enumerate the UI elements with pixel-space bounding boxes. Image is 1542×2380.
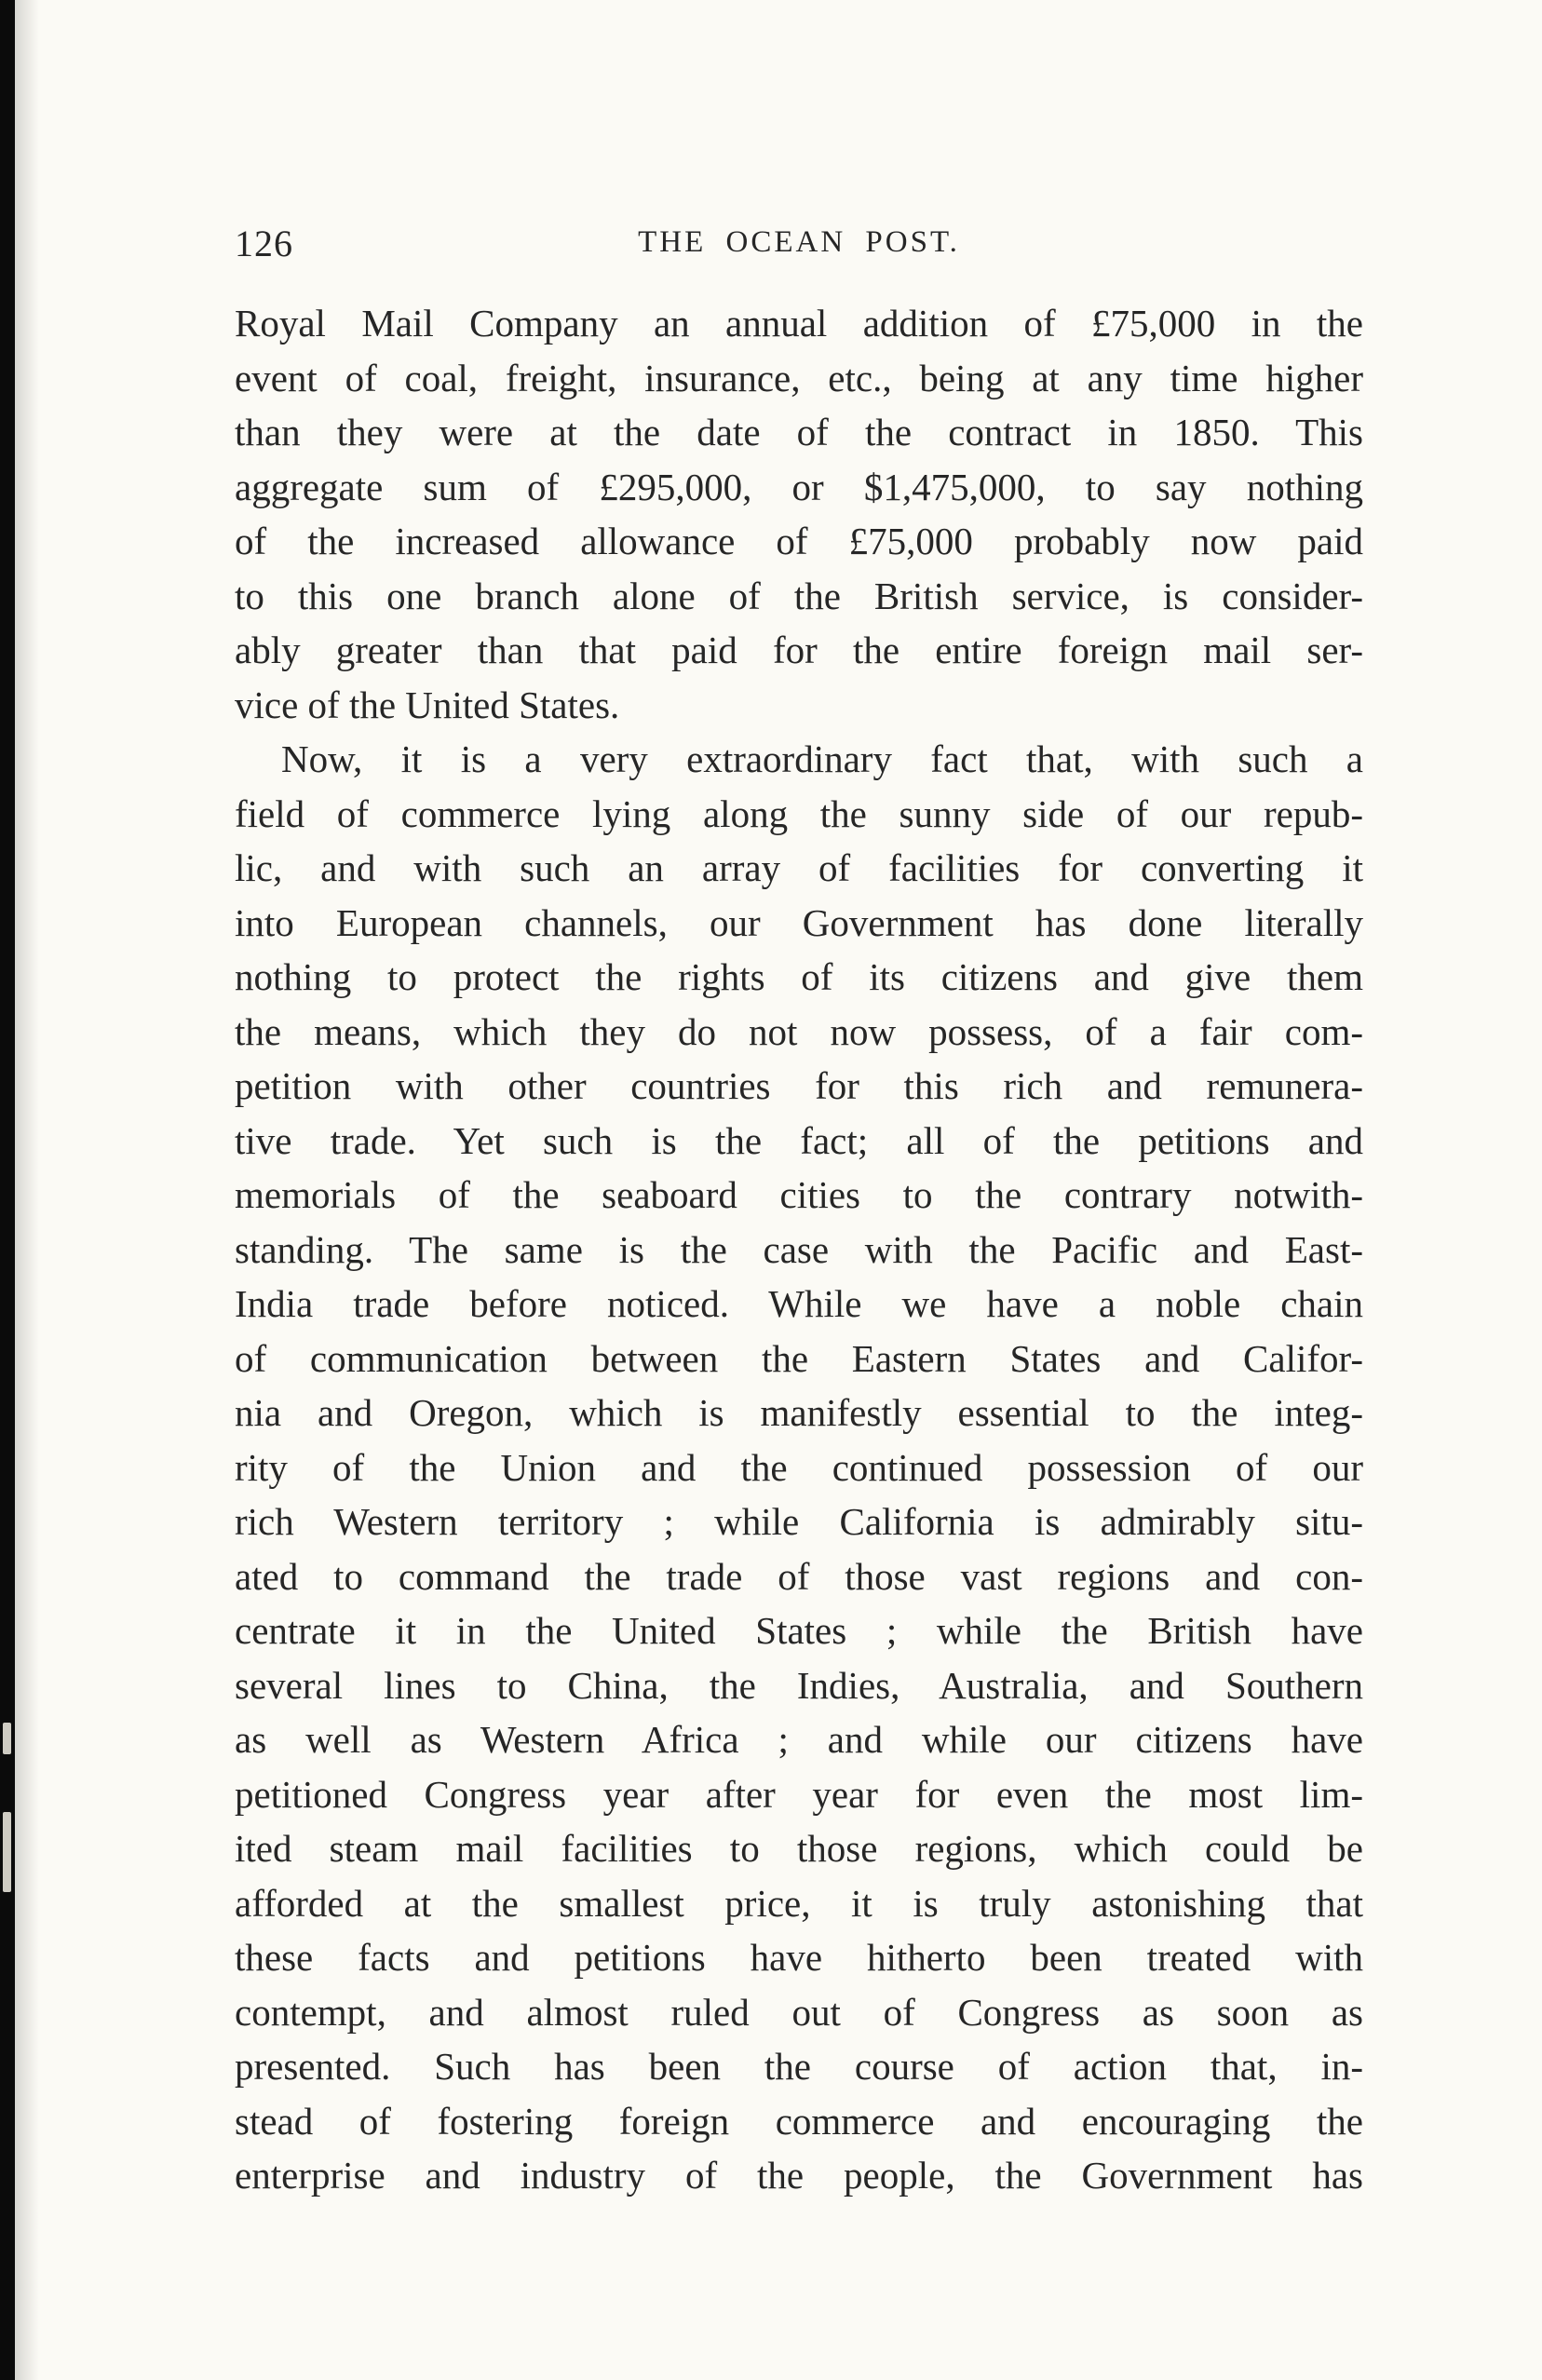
text-line: to this one branch alone of the British service, is consider- xyxy=(235,574,1363,617)
text-line: ably greater than that paid for the entire foreign mail ser- xyxy=(235,629,1363,671)
scan-edge-shadow xyxy=(15,0,39,2380)
text-line: of the increased allowance of £75,000 probably now paid xyxy=(235,520,1363,562)
text-line: as well as Western Africa ; and while our citizens have xyxy=(235,1718,1363,1761)
text-line: petitioned Congress year after year for even the most lim- xyxy=(235,1772,1363,1816)
text-line: rich Western territory ; while California is admirably situ- xyxy=(235,1500,1363,1543)
page-number: 126 xyxy=(235,223,293,264)
text-line: into European channels, our Government has done literally xyxy=(235,900,1363,944)
running-title: THE OCEAN POST. xyxy=(638,225,960,259)
text-line: of communication between the Eastern States and Califor- xyxy=(235,1336,1363,1380)
text-line: the means, which they do not now possess, of a fair com- xyxy=(235,1009,1363,1053)
text-line: afforded at the smallest price, it is truly astonishing that xyxy=(235,1881,1363,1925)
text-line: Royal Mail Company an annual addition of £75,000 in the xyxy=(235,302,1363,345)
text-line: tive trade. Yet such is the fact; all of the petitions and xyxy=(235,1118,1363,1162)
scan-edge-artifact xyxy=(0,0,15,2380)
text-line: nia and Oregon, which is manifestly essential to the integ- xyxy=(235,1391,1363,1434)
text-line: memorials of the seaboard cities to the contrary notwith- xyxy=(235,1173,1363,1216)
scan-edge-mark xyxy=(3,1723,11,1754)
text-line: Now, it is a very extraordinary fact that, with such a xyxy=(281,737,1363,780)
text-line: stead of fostering foreign commerce and encouraging the xyxy=(235,2099,1363,2143)
text-line: event of coal, freight, insurance, etc., being at any time higher xyxy=(235,356,1363,399)
text-line: centrate it in the United States ; while the British have xyxy=(235,1609,1363,1652)
text-line: lic, and with such an array of facilities for converting it xyxy=(235,846,1363,889)
text-line: field of commerce lying along the sunny side of our repub- xyxy=(235,791,1363,835)
text-line: several lines to China, the Indies, Australia, and Southern xyxy=(235,1663,1363,1707)
text-line: India trade before noticed. While we have a noble chain xyxy=(235,1282,1363,1325)
text-line: ated to command the trade of those vast regions and con- xyxy=(235,1554,1363,1598)
text-line: rity of the Union and the continued possession of our xyxy=(235,1445,1363,1489)
page-header xyxy=(235,220,1363,268)
text-line: aggregate sum of £295,000, or $1,475,000, to say nothing xyxy=(235,465,1363,508)
text-line: petition with other countries for this rich and remunera- xyxy=(235,1064,1363,1107)
text-line: nothing to protect the rights of its citizens and give them xyxy=(235,955,1363,998)
text-line: standing. The same is the case with the Pacific and East- xyxy=(235,1227,1363,1271)
text-line: than they were at the date of the contract in 1850. This xyxy=(235,411,1363,453)
text-line: these facts and petitions have hitherto been treated with xyxy=(235,1936,1363,1979)
scan-edge-mark xyxy=(3,1812,11,1892)
page-body xyxy=(235,296,1363,2203)
text-line: vice of the United States. xyxy=(235,683,620,726)
text-line: enterprise and industry of the people, the Government has xyxy=(235,2154,1363,2197)
text-line: contempt, and almost ruled out of Congress as soon as xyxy=(235,1990,1363,2034)
text-line: ited steam mail facilities to those regions, which could be xyxy=(235,1827,1363,1870)
text-line: presented. Such has been the course of action that, in- xyxy=(235,2045,1363,2088)
